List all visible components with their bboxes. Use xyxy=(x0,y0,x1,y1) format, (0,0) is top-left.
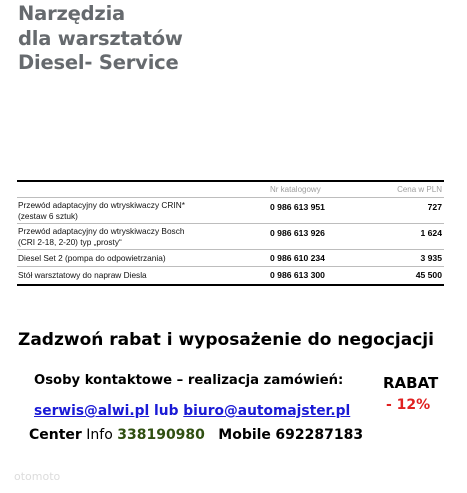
table-header xyxy=(17,182,444,198)
row-catalog-number: 0 986 613 926 xyxy=(270,228,325,238)
table-row xyxy=(17,250,444,267)
center-label: Center xyxy=(29,427,82,443)
promo-headline: Zadzwoń rabat i wyposażenie do negocjacji xyxy=(18,330,434,350)
row-price: 3 935 xyxy=(420,253,442,263)
row-catalog-number: 0 986 610 234 xyxy=(270,253,325,263)
price-table xyxy=(17,180,444,286)
row-description-line-1: Stół warsztatowy do napraw Diesla xyxy=(18,270,147,280)
heading-line-3: Diesel- Service xyxy=(18,51,179,74)
heading-line-2: dla warsztatów xyxy=(18,26,183,50)
discount-value: - 12% xyxy=(386,397,431,413)
email-line xyxy=(34,403,350,419)
row-description xyxy=(18,270,147,281)
row-description-line-1: Przewód adaptacyjny do wtryskiwaczy CRIN* xyxy=(18,200,185,210)
row-description-line-1: Diesel Set 2 (pompa do odpowietrzania) xyxy=(18,253,166,263)
row-description xyxy=(18,253,166,264)
table-row xyxy=(17,224,444,250)
email-link-serwis[interactable]: serwis@alwi.pl xyxy=(34,403,150,419)
table-row xyxy=(17,267,444,286)
row-description xyxy=(18,200,185,221)
info-label: Info xyxy=(86,427,113,443)
mobile-phone: 692287183 xyxy=(275,427,364,443)
row-description-line-2: (zestaw 6 sztuk) xyxy=(18,210,78,221)
row-price: 45 500 xyxy=(415,270,442,280)
row-price: 727 xyxy=(427,202,442,212)
row-catalog-number: 0 986 613 951 xyxy=(270,202,325,212)
header-price: Cena w PLN xyxy=(397,185,442,194)
row-description-line-1: Przewód adaptacyjny do wtryskiwaczy Bosch xyxy=(18,226,185,236)
row-price: 1 624 xyxy=(420,228,442,238)
mobile-label: Mobile xyxy=(218,427,271,443)
row-description-line-2: (CRI 2-18, 2-20) typ „prosty“ xyxy=(18,236,122,247)
info-phone: 338190980 xyxy=(117,427,205,443)
header-catalog-number: Nr katalogowy xyxy=(270,185,321,194)
rabat-label: RABAT xyxy=(383,374,439,392)
table-row xyxy=(17,198,444,224)
row-catalog-number: 0 986 613 300 xyxy=(270,270,325,280)
row-description xyxy=(18,226,184,247)
contacts-title: Osoby kontaktowe – realizacja zamówień: xyxy=(34,373,344,388)
watermark-logo: otomoto xyxy=(14,470,61,483)
email-separator: lub xyxy=(149,403,184,419)
heading-line-1: Narzędzia xyxy=(18,2,126,25)
email-link-biuro[interactable]: biuro@automajster.pl xyxy=(183,403,351,419)
page-heading xyxy=(18,2,183,76)
phone-line xyxy=(29,427,363,443)
